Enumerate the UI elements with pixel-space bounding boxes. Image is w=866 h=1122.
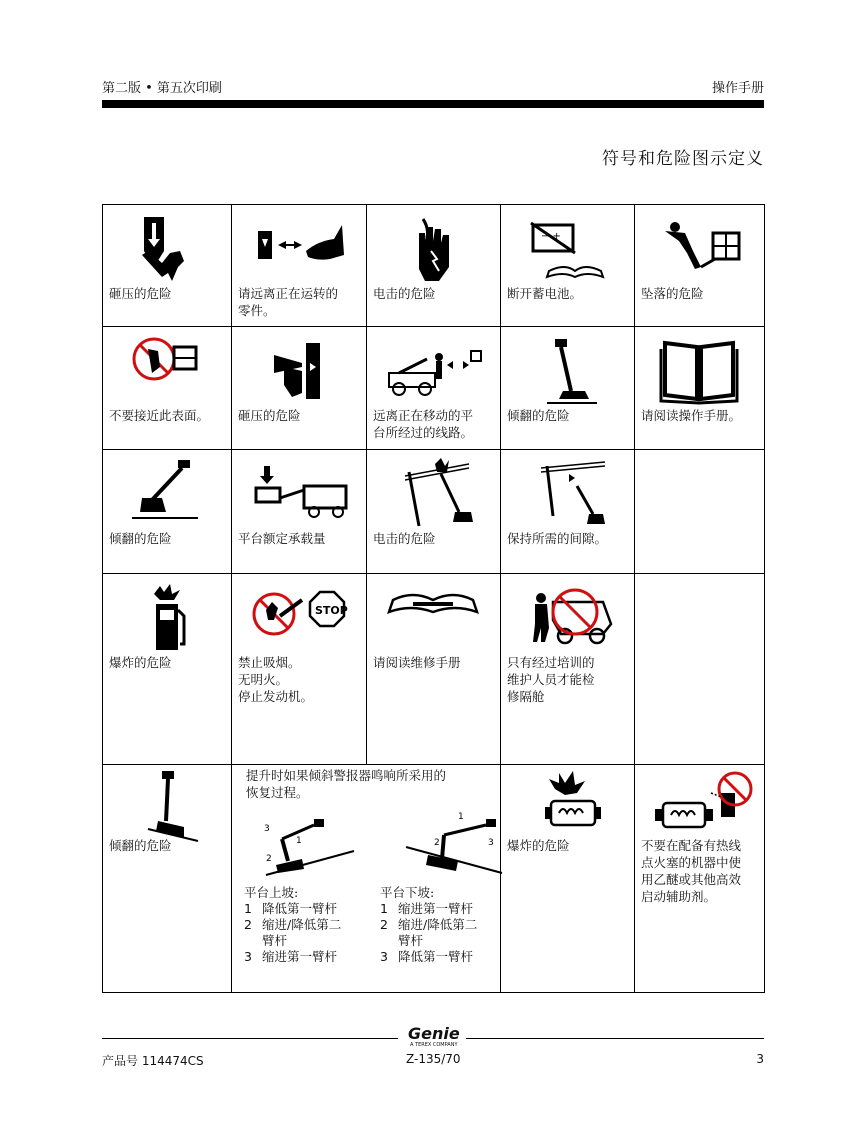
downhill-steps bbox=[380, 885, 504, 965]
symbol-cell bbox=[635, 765, 764, 992]
step-number: 1 bbox=[380, 901, 388, 916]
footer-rule-right bbox=[466, 1038, 764, 1039]
symbol-caption: 电击的危险 bbox=[373, 286, 436, 301]
disconnect-battery-icon bbox=[513, 211, 623, 287]
symbol-cell bbox=[103, 450, 231, 573]
rated-load-icon bbox=[244, 456, 354, 532]
step-number: 3 bbox=[244, 949, 252, 964]
symbol-cell bbox=[232, 327, 366, 449]
empty-cell bbox=[635, 450, 764, 573]
downhill-recovery-diagram bbox=[402, 805, 512, 881]
symbol-caption: 不要在配备有热线 点火塞的机器中使 用乙醚或其他高效 启动辅助剂。 bbox=[641, 838, 742, 904]
symbol-cell bbox=[232, 574, 366, 764]
explosion-fuel-icon bbox=[112, 580, 222, 656]
model-number: Z-135/70 bbox=[406, 1052, 461, 1066]
tilt-recovery-procedure bbox=[232, 765, 500, 992]
symbol-caption: 砸压的危险 bbox=[238, 408, 301, 423]
symbol-caption: 请阅读维修手册 bbox=[373, 655, 461, 670]
tip-over-boom-icon bbox=[112, 456, 222, 532]
no-contact-surface-icon bbox=[112, 333, 222, 409]
header-rule bbox=[102, 100, 764, 108]
symbol-cell bbox=[103, 327, 231, 449]
logo-subtitle: A TEREX COMPANY bbox=[410, 1042, 458, 1048]
symbol-caption: 保持所需的间隙。 bbox=[507, 531, 608, 546]
symbol-cell bbox=[232, 205, 366, 326]
uphill-title: 平台上坡: bbox=[244, 885, 299, 900]
page-number: 3 bbox=[756, 1052, 764, 1066]
downhill-step: 缩进/降低第二 臂杆 bbox=[398, 917, 478, 948]
symbol-caption: 远离正在移动的平 台所经过的线路。 bbox=[373, 408, 474, 440]
uphill-step: 缩进/降低第二 臂杆 bbox=[262, 917, 342, 948]
symbol-caption: 禁止吸烟。 无明火。 停止发动机。 bbox=[238, 655, 314, 704]
symbol-caption: 电击的危险 bbox=[373, 531, 436, 546]
read-manual-icon bbox=[645, 333, 755, 409]
symbol-cell bbox=[635, 327, 764, 449]
svg-text:− +: − + bbox=[540, 231, 561, 242]
symbol-cell bbox=[501, 205, 634, 326]
svg-text:2: 2 bbox=[434, 838, 440, 848]
genie-logo: Genie bbox=[408, 1024, 460, 1043]
symbol-caption: 请远离正在运转的 零件。 bbox=[238, 286, 339, 318]
tip-over-slope-icon bbox=[112, 769, 222, 845]
downhill-step: 降低第一臂杆 bbox=[398, 949, 474, 964]
uphill-step: 降低第一臂杆 bbox=[262, 901, 338, 916]
keep-clear-path-icon bbox=[379, 333, 489, 409]
clearance-icon bbox=[513, 456, 623, 532]
symbol-caption: 砸压的危险 bbox=[109, 286, 172, 301]
header-manual: 操作手册 bbox=[711, 81, 764, 96]
footer-rule-left bbox=[102, 1038, 398, 1039]
crush-side-icon bbox=[244, 333, 354, 409]
fall-hazard-icon bbox=[645, 211, 755, 287]
empty-cell bbox=[635, 574, 764, 764]
symbol-cell bbox=[103, 765, 231, 992]
uphill-step: 缩进第一臂杆 bbox=[262, 949, 338, 964]
symbol-cell bbox=[501, 450, 634, 573]
moving-parts-icon bbox=[244, 211, 354, 287]
step-number: 1 bbox=[244, 901, 252, 916]
svg-text:3: 3 bbox=[264, 824, 270, 834]
symbol-cell bbox=[367, 450, 500, 573]
symbol-cell bbox=[103, 205, 231, 326]
no-ether-icon bbox=[645, 769, 755, 845]
header-edition: 第二版 • 第五次印刷 bbox=[102, 81, 222, 96]
symbol-caption: 断开蓄电池。 bbox=[507, 286, 583, 301]
symbol-caption: 倾翻的危险 bbox=[109, 531, 172, 546]
page-title: 符号和危险图示定义 bbox=[602, 149, 764, 169]
product-number: 产品号 114474CS bbox=[102, 1054, 204, 1068]
uphill-steps bbox=[244, 885, 368, 965]
step-number: 3 bbox=[380, 949, 388, 964]
symbol-cell bbox=[367, 327, 500, 449]
svg-text:2: 2 bbox=[266, 854, 272, 864]
symbol-caption: 爆炸的危险 bbox=[507, 838, 570, 853]
symbol-caption: 不要接近此表面。 bbox=[109, 408, 210, 423]
tilt-recovery-heading: 提升时如果倾斜警报器鸣响所采用的 恢复过程。 bbox=[246, 768, 447, 800]
downhill-title: 平台下坡: bbox=[380, 885, 435, 900]
read-service-manual-icon bbox=[379, 580, 489, 656]
svg-text:1: 1 bbox=[296, 836, 302, 846]
electrocution-hand-icon bbox=[379, 211, 489, 287]
symbol-cell bbox=[635, 205, 764, 326]
downhill-step: 缩进第一臂杆 bbox=[398, 901, 474, 916]
tip-over-icon bbox=[513, 333, 623, 409]
symbol-caption: 爆炸的危险 bbox=[109, 655, 172, 670]
symbol-cell bbox=[103, 574, 231, 764]
symbol-caption: 只有经过培训的 维护人员才能检 修隔舱 bbox=[507, 655, 595, 704]
symbol-cell bbox=[367, 205, 500, 326]
explosion-engine-icon bbox=[513, 769, 623, 845]
no-smoking-stop-icon bbox=[244, 580, 354, 656]
step-number: 2 bbox=[244, 917, 252, 932]
step-number: 2 bbox=[380, 917, 388, 932]
symbol-cell bbox=[232, 450, 366, 573]
svg-text:STOP: STOP bbox=[315, 604, 348, 617]
svg-text:3: 3 bbox=[488, 838, 494, 848]
symbol-cell bbox=[501, 765, 634, 992]
svg-text:1: 1 bbox=[458, 812, 464, 822]
symbol-cell bbox=[501, 327, 634, 449]
crush-hazard-icon bbox=[112, 211, 222, 287]
symbol-cell bbox=[501, 574, 634, 764]
symbols-table bbox=[102, 204, 765, 993]
uphill-recovery-diagram bbox=[262, 811, 362, 881]
symbol-caption: 倾翻的危险 bbox=[109, 838, 172, 853]
symbol-caption: 坠落的危险 bbox=[641, 286, 704, 301]
electrocution-lines-icon bbox=[379, 456, 489, 532]
trained-personnel-icon bbox=[513, 580, 623, 656]
symbol-caption: 请阅读操作手册。 bbox=[641, 408, 742, 423]
symbol-caption: 平台额定承载量 bbox=[238, 531, 326, 546]
symbol-caption: 倾翻的危险 bbox=[507, 408, 570, 423]
symbol-cell bbox=[367, 574, 500, 764]
